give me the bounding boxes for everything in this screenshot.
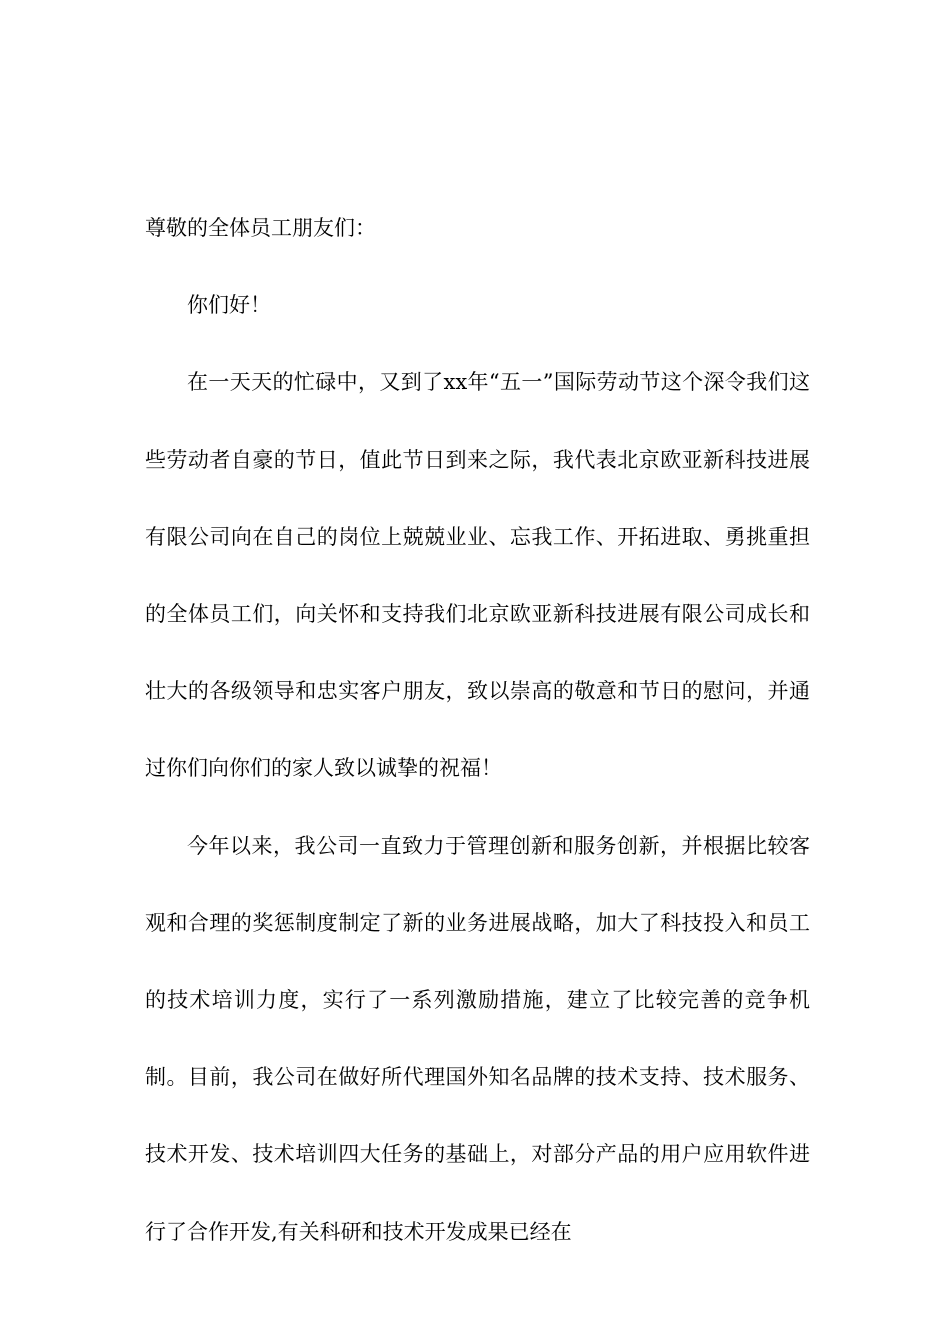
paragraph-holiday-greetings: 在一天天的忙碌中，又到了xx年“五一”国际劳动节这个深令我们这些劳动者自豪的节日，值此节日到来之际，我代表北京欧亚新科技进展有限公司向在自己的岗位上兢兢业业、忘我工作、开拓进取、勇挑重担的全体员工们，向关怀和支持我们北京欧亚新科技进展有限公司成长和壮大的各级领导和忠实客户朋友，致以崇高的敬意和节日的慰问，并通过你们向你们的家人致以诚挚的祝福！: [145, 370, 810, 781]
greeting: 你们好！: [187, 293, 271, 318]
salutation: 尊敬的全体员工朋友们：: [145, 216, 376, 240]
letter-body: [145, 190, 810, 1271]
paragraph-company-progress: 今年以来，我公司一直致力于管理创新和服务创新，并根据比较客观和合理的奖惩制度制定了新的业务进展战略，加大了科技投入和员工的技术培训力度，实行了一系列激励措施，建立了比较完善的竞争机制。目前，我公司在做好所代理国外知名品牌的技术支持、技术服务、技术开发、技术培训四大任务的基础上，对部分产品的用户应用软件进行了合作开发,有关科研和技术开发成果已经在: [145, 833, 810, 1244]
